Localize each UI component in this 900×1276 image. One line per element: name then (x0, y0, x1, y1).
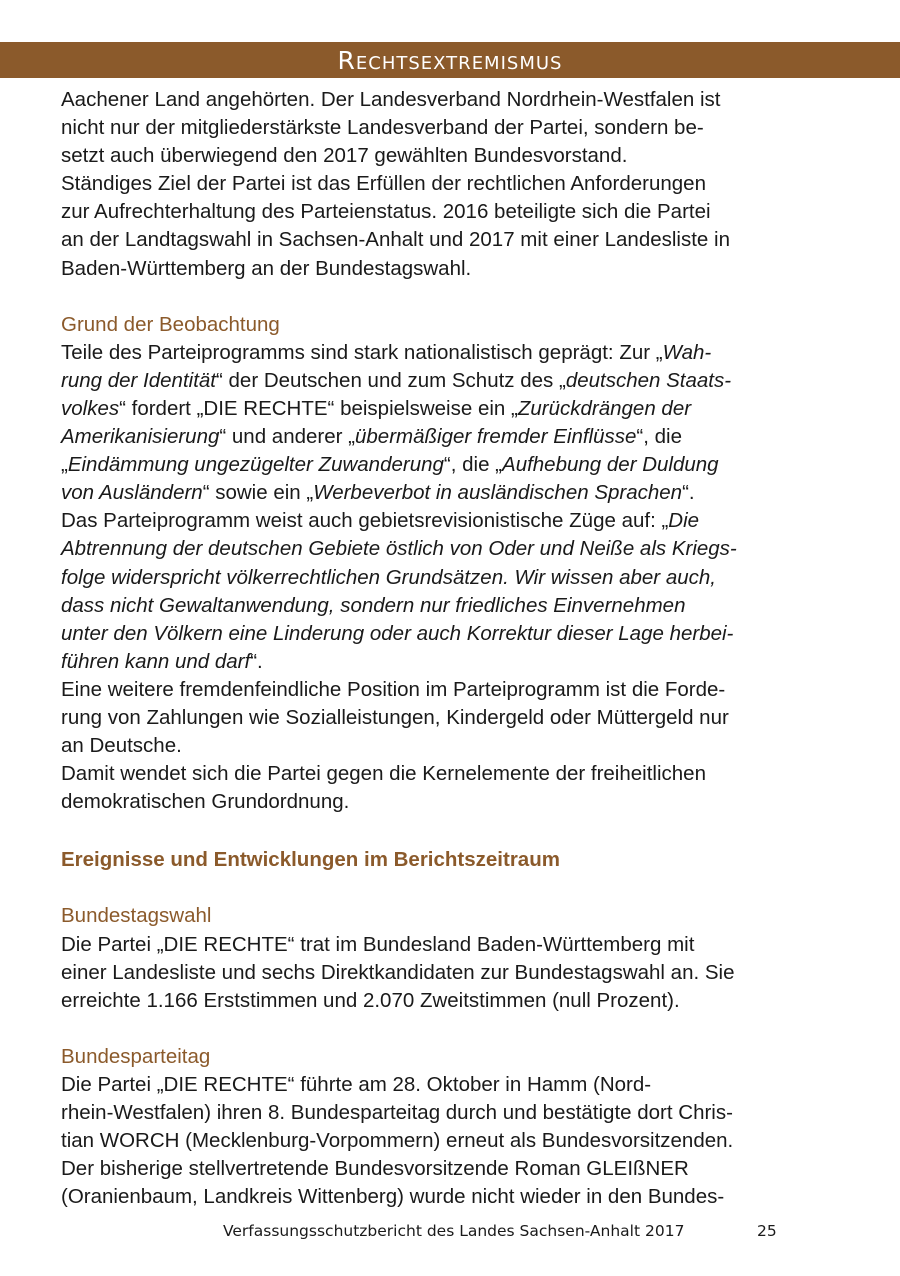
bundesparteitag-heading: Bundesparteitag (61, 1044, 211, 1068)
chapter-header-bar (0, 42, 900, 78)
grund-paragraph-3: Eine weitere fremdenfeindliche Position im Parteiprogramm ist die Forde- rung von Zahlungen wie Sozialleistungen, Kindergeld oder Müttergeld nur an Deutsche. (61, 677, 729, 758)
events-heading: Ereignisse und Entwicklungen im Berichtszeitraum (61, 848, 560, 872)
grund-paragraph-2: Das Parteiprogramm weist auch gebietsrevisionistische Züge auf: „Die Abtrennung der deutschen Gebiete östlich von Oder und Neiße als Kriegs- folge widerspricht völkerrechtlichen Grundsätzen. Wir wissen aber auch, dass nicht Gewaltanwendung, sondern nur friedliches Einvernehmen unter den Völkern eine Linderung oder auch Korrektur dieser Lage herbei- führen kann und darf“. (61, 509, 737, 673)
page-content (61, 86, 851, 1211)
grund-paragraph-1: Teile des Parteiprogramms sind stark nationalistisch geprägt: Zur „Wah- rung der Identität“ der Deutschen und zum Schutz des „deutschen Staats- volkes“ fordert „DIE RECHTE“ beispielsweise ein „Zurückdrängen der Amerikanisierung“ und anderer „übermäßiger fremder Einflüsse“, die „Eindämmung ungezügelter Zuwanderung“, die „Aufhebung der Duldung von Ausländern“ sowie ein „Werbeverbot in ausländischen Sprachen“. (61, 340, 732, 505)
bundesparteitag-paragraph: Die Partei „DIE RECHTE“ führte am 28. Oktober in Hamm (Nord- rhein-Westfalen) ihren 8. Bundesparteitag durch und bestätigte dort Chris- tian WORCH (Mecklenburg-Vorpommern) erneut als Bundesvorsitzenden. Der bisherige stellvertretende Bundesvorsitzende Roman GLEIßNER (Oranienbaum, Landkreis Wittenberg) wurde nicht wieder in den Bundes- (61, 1072, 734, 1209)
grund-heading: Grund der Beobachtung (61, 312, 280, 336)
page-number: 25 (757, 1222, 777, 1240)
chapter-title: Rechtsextremismus (337, 45, 563, 75)
footer-title: Verfassungsschutzbericht des Landes Sachsen-Anhalt 2017 (223, 1222, 685, 1240)
bundestagswahl-paragraph: Die Partei „DIE RECHTE“ trat im Bundesland Baden-Württemberg mit einer Landesliste und sechs Direktkandidaten zur Bundestagswahl an. Sie erreichte 1.166 Erststimmen und 2.070 Zweitstimmen (null Prozent). (61, 932, 735, 1012)
page-footer (0, 1222, 900, 1244)
intro-paragraph: Aachener Land angehörten. Der Landesverband Nordrhein-Westfalen ist nicht nur der mitgliederstärkste Landesverband der Partei, sondern be- setzt auch überwiegend den 2017 gewählten Bundesvorstand. Ständiges Ziel der Partei ist das Erfüllen der rechtlichen Anforderungen zur Aufrechterhaltung des Parteienstatus. 2016 beteiligte sich die Partei an der Landtagswahl in Sachsen-Anhalt und 2017 mit einer Landesliste in Baden-Württemberg an der Bundestagswahl. (61, 88, 730, 280)
grund-paragraph-4: Damit wendet sich die Partei gegen die Kernelemente der freiheitlichen demokratischen Grundordnung. (61, 762, 706, 814)
bundestagswahl-heading: Bundestagswahl (61, 904, 212, 928)
